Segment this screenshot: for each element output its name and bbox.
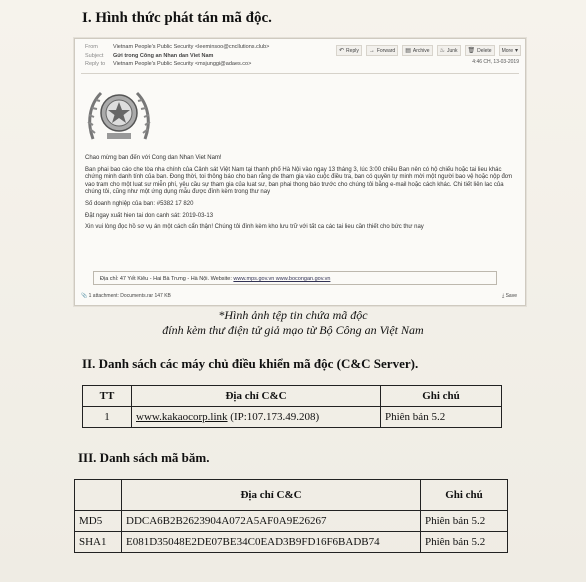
cell-note: Phiên bản 5.2 xyxy=(421,532,508,553)
cell-hash: E081D35048E2DE07BE34C0EAD3B9FD16F6BADB74 xyxy=(122,532,421,553)
col-address: Địa chỉ C&C xyxy=(132,386,381,407)
cell-tt: 1 xyxy=(83,407,132,428)
heading-distribution-method: I. Hình thức phát tán mã độc. xyxy=(82,10,272,26)
email-greeting: Chao mừng ban đến với Cong dan Nhan Viet Nam! xyxy=(85,155,222,161)
website-links[interactable]: www.mps.gov.vn www.bocongan.gov.vn xyxy=(233,276,331,282)
from-label: From xyxy=(85,44,98,50)
email-from: Vietnam People's Public Security <leeminsoo@cncllutions.club> xyxy=(113,44,270,50)
reply-label: Reply to xyxy=(85,61,106,67)
chevron-down-icon: ▾ xyxy=(514,48,518,54)
heading-hashes: III. Danh sách mã băm. xyxy=(78,450,210,465)
heading-cc-servers: II. Danh sách các máy chủ điều khiển mã độc (C&C Server). xyxy=(82,356,419,371)
email-date: 4:46 CH, 13-03-2019 xyxy=(472,59,519,65)
archive-icon: ▤ xyxy=(405,48,411,54)
download-icon: ⤓ xyxy=(501,293,505,299)
police-emblem-icon xyxy=(85,83,153,147)
email-toolbar xyxy=(336,45,521,56)
caption-line-2: đính kèm thư điện tử giả mạo từ Bộ Công an Việt Nam xyxy=(162,323,424,337)
table-row xyxy=(75,511,508,532)
email-appear-date: Đặt ngay xuất hien tai don canh sát: 2019-03-13 xyxy=(85,212,214,219)
col-address: Địa chỉ C&C xyxy=(122,480,421,511)
email-reply-to: Vietnam People's Public Security <msjunggi@adaes.co> xyxy=(113,61,252,67)
cell-note: Phiên bản 5.2 xyxy=(421,511,508,532)
subject-label: Subject xyxy=(85,52,104,59)
email-signature-box xyxy=(93,271,497,285)
cell-address xyxy=(132,407,381,428)
paperclip-icon: 📎 xyxy=(81,293,88,299)
email-doc-number: Số doanh nghiệp của ban: #5382 17 820 xyxy=(85,200,194,207)
archive-button[interactable]: ▤ Archive xyxy=(402,45,432,56)
email-subject: Gửi trong Công an Nhan dan Viet Nam xyxy=(113,52,214,59)
figure-caption xyxy=(0,308,586,338)
attachment-item[interactable]: 📎 1 attachment: Documents.rar 147 KB xyxy=(81,293,171,299)
attachment-bar xyxy=(81,293,517,299)
cc-server-table xyxy=(82,385,502,428)
trash-icon: 🗑 xyxy=(467,48,476,54)
address-text: Địa chỉ: 47 Yết Kiêu - Hai Bà Trưng - Hà Nội. Website: xyxy=(100,276,232,282)
more-button[interactable]: More ▾ xyxy=(499,45,521,56)
col-type xyxy=(75,480,122,511)
hash-table xyxy=(74,479,508,553)
cell-hash: DDCA6B2B2623904A072A5AF0A9E26267 xyxy=(122,511,421,532)
forward-icon: → xyxy=(368,47,375,54)
email-request: Xin vui lòng đọc hồ sơ vụ án một cách cẩn thận! Chúng tôi đính kèm kho lưu trữ với tất ca các tai lieu cần thiết cho bức thư nay xyxy=(85,224,424,231)
cc-link[interactable]: www.kakaocorp.link xyxy=(136,411,228,423)
cell-hash-type: SHA1 xyxy=(75,532,122,553)
email-screenshot xyxy=(74,38,526,306)
junk-button[interactable]: ♨ Junk xyxy=(437,45,461,56)
table-row xyxy=(83,407,502,428)
col-tt: TT xyxy=(83,386,132,407)
col-note: Ghi chú xyxy=(381,386,502,407)
divider xyxy=(81,73,519,74)
email-paragraph: Ban phai bao cáo che tòa nha chính của Cảnh sát Việt Nam tại thanh phố Hà Nội vào ngay 13 tháng 3, lúc 3:00 chiều Ban nên có hộ chiếu hoặc tai lieu khác chứng minh danh tính của ban. Đong thời, toi thông báo cho ban rằng de tham gia vào cuộc điều tra, ban có quyền tự minh mời một người bao vệ hoặc nộp đơn vao tram cho một luat sư miễn phí, yêu cầu sự tham gia của luat sư, ban phai thong báo trước cho chúng tôi bằng e-mail hoặc cách khác. Chi tiết liên lac của chúng tôi, cũng như một ứng dụng mẫu được đính kèm trong thư nay xyxy=(85,166,513,196)
cc-ip: (IP:107.173.49.208) xyxy=(227,411,320,423)
delete-button[interactable]: 🗑 Delete xyxy=(465,45,495,56)
table-row xyxy=(75,532,508,553)
email-body xyxy=(85,155,515,236)
col-note: Ghi chú xyxy=(421,480,508,511)
cell-note: Phiên bản 5.2 xyxy=(381,407,502,428)
table-header-row xyxy=(83,386,502,407)
caption-line-1: *Hình ảnh tệp tin chứa mã độc xyxy=(218,308,368,322)
save-button[interactable]: ⤓ Save xyxy=(501,293,517,299)
cell-hash-type: MD5 xyxy=(75,511,122,532)
flame-icon: ♨ xyxy=(439,48,445,54)
reply-button[interactable]: ↶ Reply xyxy=(336,45,362,56)
reply-icon: ↶ xyxy=(339,48,345,54)
forward-button[interactable]: → Forward xyxy=(366,45,398,56)
table-header-row xyxy=(75,480,508,511)
